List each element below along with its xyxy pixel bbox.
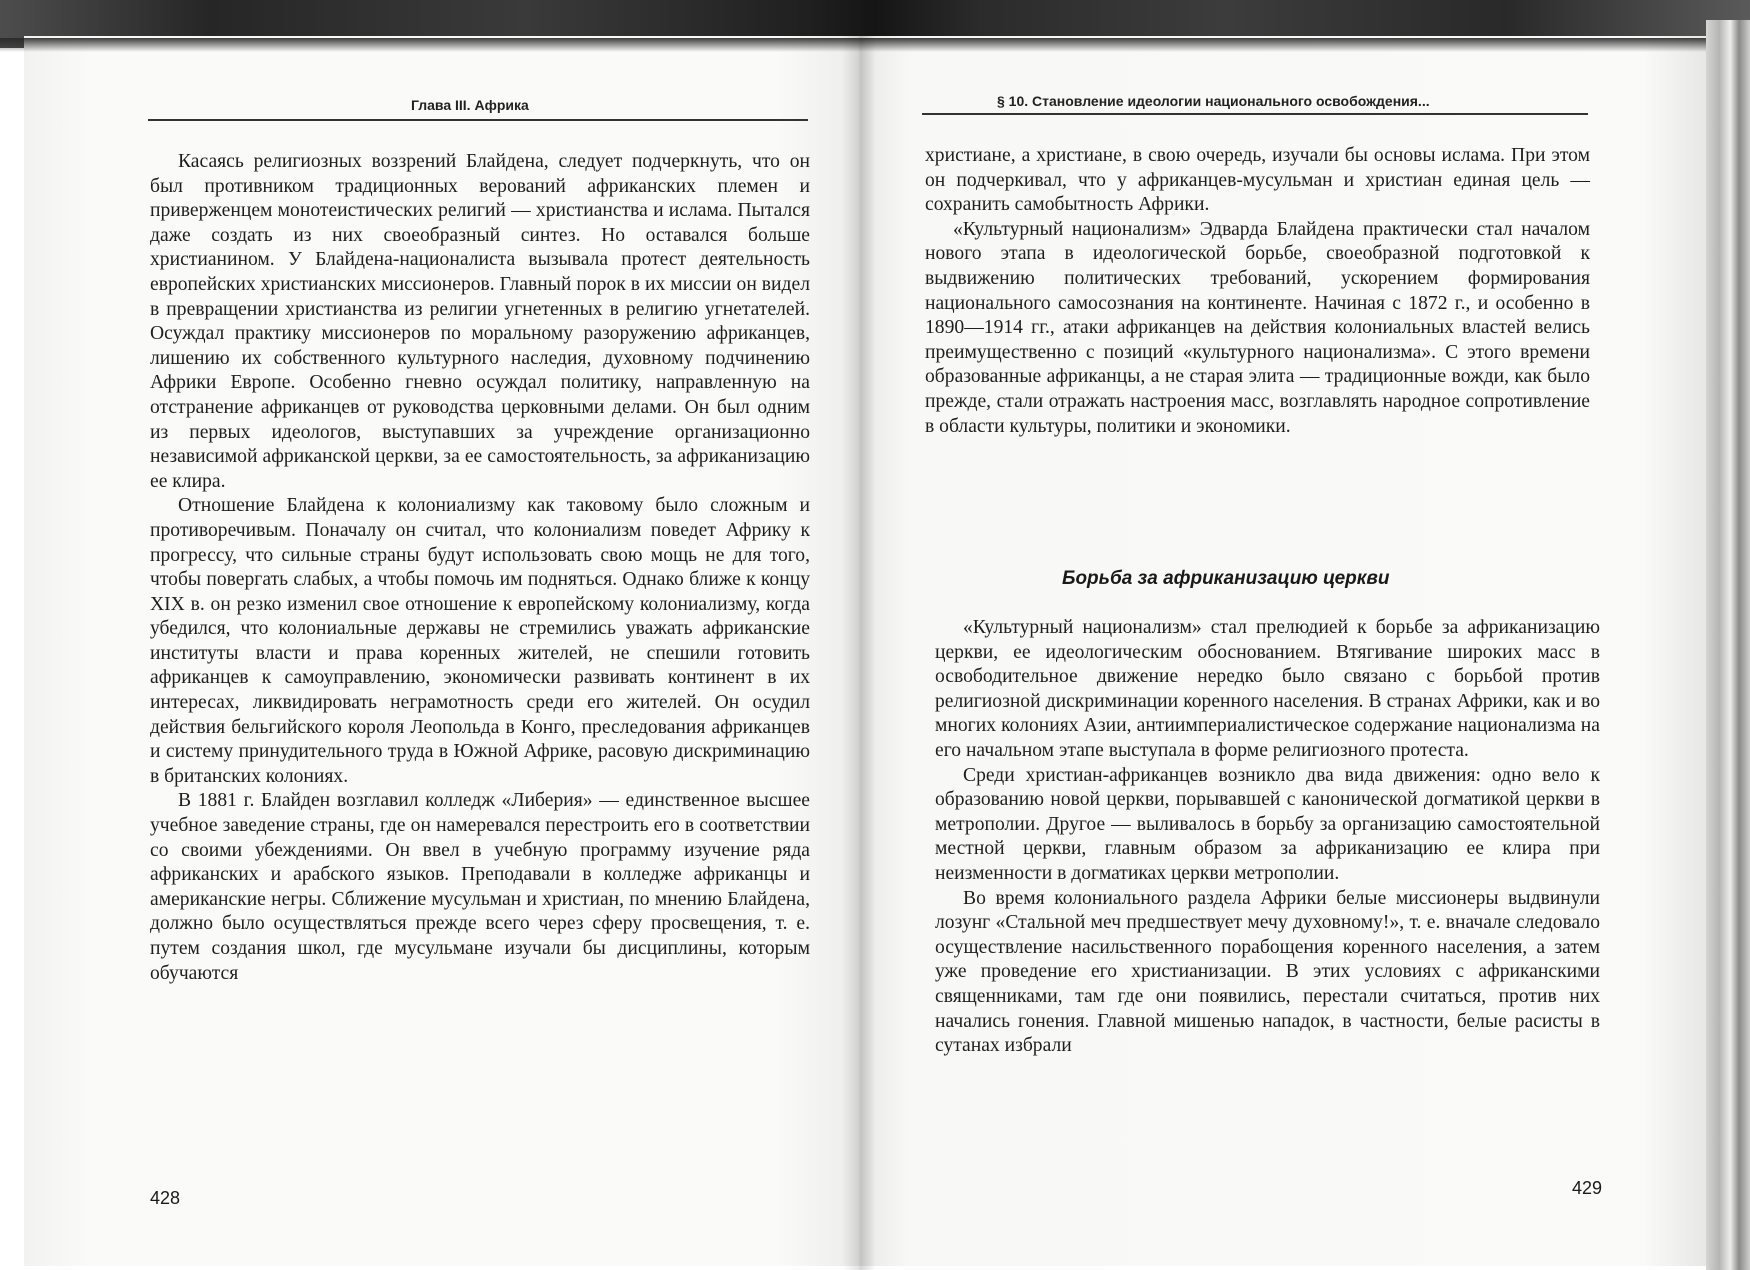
book-gutter xyxy=(842,36,876,1270)
right-running-header: § 10. Становление идеологии национального освобождения... xyxy=(997,93,1430,109)
paragraph: Среди христиан-африканцев возникло два вида движения: одно вело к образованию новой церкви, порывавшей с канонической догматикой церкви в метрополии. Другое — выливалось в борьбу за организацию самостоятельной местной церкви, главным образом за африканизацию ее клира при неизменности в догматиках церкви метрополии. xyxy=(935,764,1600,884)
right-page-number: 429 xyxy=(1572,1178,1603,1198)
paragraph: В 1881 г. Блайден возглавил колледж «Либерия» — единственное высшее учебное заведение страны, где он намеревался перестроить его в соответствии со своими убеждениями. Он ввел в учебную программу изучение ряда африканских и арабского языков. Преподавали в колледже африканцы и американские негры. Сближение мусульман и христиан, по мнению Блайдена, должно было осуществляться прежде всего через сферу просвещения, т. е. путем создания школ, где мусульмане изучали бы дисциплины, которым обучаются xyxy=(150,790,810,984)
paragraph: христиане, а христиане, в свою очередь, изучали бы основы ислама. При этом он подчеркивал, что у африканцев-мусульман и христиан единая цель — сохранить самобытность Африки. xyxy=(925,145,1590,216)
paragraph: Отношение Блайдена к колониализму как таковому было сложным и противоречивым. Поначалу он считал, что колониализм поведет Африку к прогрессу, что сильные страны будут использовать свою мощь не для того, чтобы повергать слабых, а чтобы помочь им подняться. Однако ближе к концу XIX в. он резко изменил свое отношение к европейскому колониализму, когда убедился, что колониальные державы не стремились уважать африканские институты власти и права коренных жителей, не спешили готовить африканцев к самоуправлению, экономически развивать континент в их интересах, ликвидировать неграмотность среди его жителей. Он осудил действия бельгийского короля Леопольда в Конго, преследования африканцев и систему принудительного труда в Южной Африке, расовую дискриминацию в британских колониях. xyxy=(150,495,810,787)
section-heading: Борьба за африканизацию церкви xyxy=(1062,568,1390,589)
paragraph: «Культурный национализм» Эдварда Блайдена практически стал началом нового этапа в идеологической борьбе, своеобразной подготовкой к выдвижению политических требований, ускорением формирования национального самосознания на континенте. Начиная с 1872 г., и особенно в 1890—1914 гг., атаки африканцев на действия колониальных властей велись преимущественно с позиций «культурного национализма». С этого времени образованные африканцы, а не старая элита — традиционные вожди, как было прежде, стали отражать настроения масс, возглавлять народное сопротивление в области культуры, политики и экономики. xyxy=(925,218,1590,437)
right-page-body-bottom xyxy=(935,616,1600,1059)
right-header-rule xyxy=(922,113,1588,115)
left-page-body xyxy=(150,150,810,986)
page-edge-stack xyxy=(1706,20,1750,1270)
paragraph: «Культурный национализм» стал прелюдией к борьбе за африканизацию церкви, ее идеологическим обоснованием. Втягивание широких масс в освободительное движение нередко было связано с борьбой против религиозной дискриминации коренного населения. В странах Африки, как и во многих колониях Азии, антиимпериалистическое содержание национализма на его начальном этапе выступала в форме религиозного протеста. xyxy=(935,617,1600,761)
left-running-header: Глава III. Африка xyxy=(411,97,529,113)
paragraph: Во время колониального раздела Африки белые миссионеры выдвинули лозунг «Стальной меч предшествует мечу духовному!», т. е. вначале следовало осуществление насильственного порабощения коренного населения, а затем уже проведение его христианизации. В этих условиях с африканскими священниками, там где они появились, перестали считаться, против них начались гонения. Главной мишенью нападок, в частности, белые расисты в сутанах избрали xyxy=(935,887,1600,1057)
left-header-rule xyxy=(148,119,808,121)
paragraph: Касаясь религиозных воззрений Блайдена, следует подчеркнуть, что он был противником традиционных верований африканских племен и приверженцем монотеистических религий — христианства и ислама. Пытался даже создать из них своеобразный синтез. Но оставался больше христианином. У Блайдена-националиста вызывала протест деятельность европейских христианских миссионеров. Главный порок в их миссии он видел в превращении христианства из религии угнетенных в религию угнетателей. Осуждал практику миссионеров по моральному разоружению африканцев, лишению их собственного культурного наследия, духовному подчинению Африки Европе. Особенно гневно осуждал политику, направленную на отстранение африканцев от руководства церковными делами. Он был одним из первых идеологов, выступавших за учреждение организационно независимой африканской церкви, за ее самостоятельность, за африканизацию ее клира. xyxy=(150,151,810,492)
left-page-number: 428 xyxy=(150,1188,181,1208)
right-page-body-top xyxy=(925,144,1590,439)
